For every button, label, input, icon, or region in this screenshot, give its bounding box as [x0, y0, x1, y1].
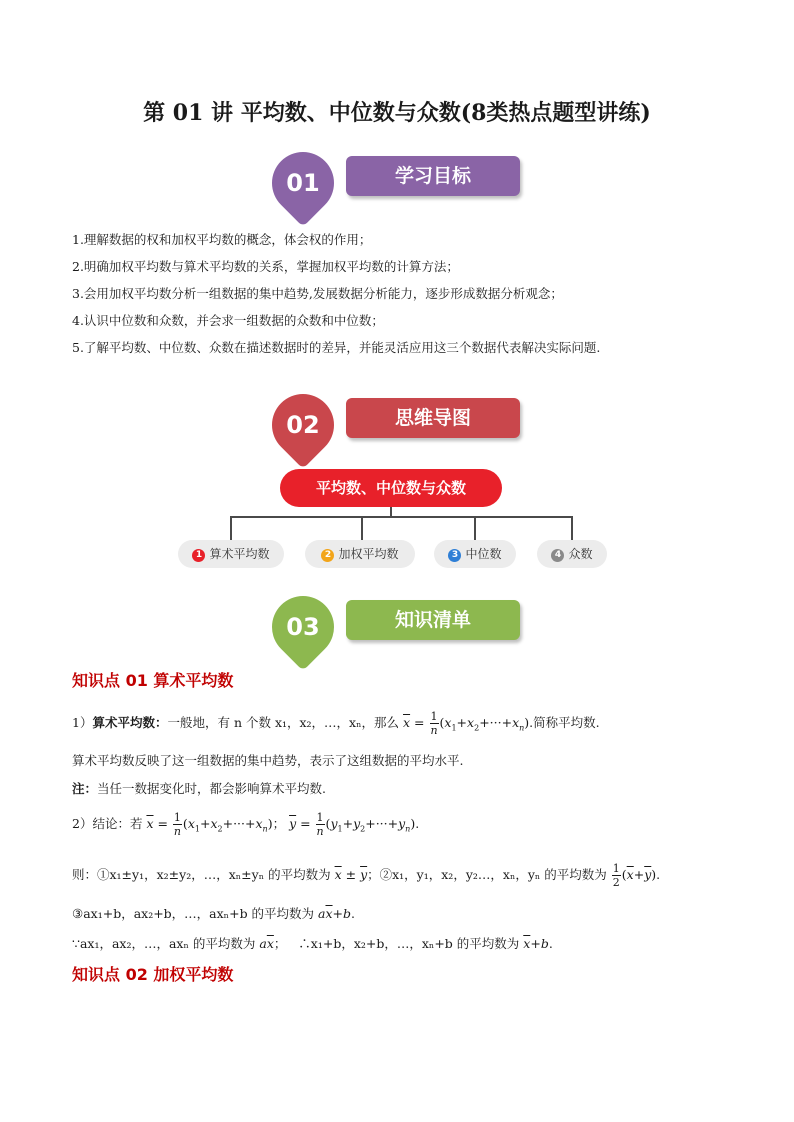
section-number: 03 — [286, 613, 320, 641]
mindmap-node-weighted-mean — [305, 540, 415, 568]
kp1-because: ∵ax₁，ax₂，…，axₙ 的平均数为 $a\overline{x}$； ∴x₁+b，x₂+b，…，xₙ+b 的平均数为 $\overline{x}+b$. — [72, 936, 553, 951]
page-title: 第 01 讲 平均数、中位数与众数(8类热点题型讲练) — [143, 100, 651, 126]
marker-badge: 1 — [192, 549, 205, 562]
objective-item: 2.明确加权平均数与算术平均数的关系，掌握加权平均数的计算方法； — [72, 259, 459, 274]
def-label: 算术平均数： — [92, 715, 168, 730]
conclusion-label: 2）结论：若 — [72, 816, 143, 831]
objective-item: 4.认识中位数和众数，并会求一组数据的众数和中位数； — [72, 313, 384, 328]
kp1-heading: 知识点 01 算术平均数 — [72, 671, 234, 690]
node-label: 加权平均数 — [338, 547, 399, 561]
section-label: 思维导图 — [346, 398, 520, 438]
mindmap-root: 平均数、中位数与众数 — [280, 469, 502, 507]
def-prefix: 1） — [72, 715, 93, 730]
section-number: 01 — [286, 169, 320, 197]
mindmap-connector — [571, 516, 573, 540]
kp1-then: 则：①x₁±y₁，x₂±y₂，…，xₙ±yₙ 的平均数为 $\overline{x} \pm \overline{y}$；②x₁，y₁，x₂，y₂…，xₙ，yₙ 的平均数为 $\frac{1}{2}$ $(\overline{x}+\overline{y})$. — [72, 862, 661, 889]
note-text: 当任一数据变化时，都会影响算术平均数. — [97, 781, 326, 796]
mindmap-connector — [230, 516, 232, 540]
mindmap-connector — [230, 516, 573, 518]
section-label: 学习目标 — [346, 156, 520, 196]
kp1-item3: ③ax₁+b，ax₂+b，…，axₙ+b 的平均数为 $a\overline{x}+b$. — [72, 906, 356, 921]
marker-badge: 4 — [551, 549, 564, 562]
objective-item: 3.会用加权平均数分析一组数据的集中趋势,发展数据分析能力，逐步形成数据分析观念； — [72, 286, 563, 301]
marker-badge: 2 — [321, 549, 334, 562]
def-text: 一般地，有 n 个数 x₁，x₂，…，xₙ，那么 — [167, 715, 400, 730]
objective-item: 1.理解数据的权和加权平均数的概念，体会权的作用； — [72, 232, 372, 247]
kp1-definition: 1）算术平均数：一般地，有 n 个数 x₁，x₂，…，xₙ，那么 $\overline{x}$ = $\frac{1}{n}$ $(x_1+x_2+\cdot\cdot\cdot+x_n)$.简称平均数. — [72, 710, 600, 737]
marker-badge: 3 — [448, 549, 461, 562]
because-text: ∵ax₁，ax₂，…，axₙ 的平均数为 — [72, 936, 256, 951]
kp1-conclusion: 2）结论：若 $\overline{x}$ = $\frac{1}{n}$ $(x_1+x_2+\cdot\cdot\cdot+x_n)$； $\overline{y}$ = $\frac{1}{n}$ $(y_1+y_2+\cdot\cdot\cdot+y_n)$. — [72, 811, 420, 838]
mindmap-node-median — [434, 540, 516, 568]
formula-xbar: $\overline{x}$ — [403, 715, 411, 730]
objectives-list — [72, 226, 752, 361]
def-suffix: .简称平均数. — [529, 715, 600, 730]
objective-item: 5.了解平均数、中位数、众数在描述数据时的差异，并能灵活应用这三个数据代表解决实际问题. — [72, 340, 601, 355]
formula-fraction: $\frac{1}{n}$ — [430, 710, 438, 737]
then-text-2: ；②x₁，y₁，x₂，y₂…，xₙ，yₙ 的平均数为 — [367, 867, 607, 882]
section-number: 02 — [286, 411, 320, 439]
mindmap-node-arithmetic-mean — [178, 540, 284, 568]
mindmap-node-mode — [537, 540, 607, 568]
node-label: 众数 — [568, 547, 593, 561]
kp1-reflect: 算术平均数反映了这一组数据的集中趋势，表示了这组数据的平均水平. — [72, 753, 464, 768]
item3-text: ③ax₁+b，ax₂+b，…，axₙ+b 的平均数为 — [72, 906, 315, 921]
note-label: 注： — [72, 781, 98, 796]
node-label: 算术平均数 — [209, 547, 270, 561]
kp2-heading: 知识点 02 加权平均数 — [72, 965, 234, 984]
mindmap-connector — [474, 516, 476, 540]
therefore-text: ∴x₁+b，x₂+b，…，xₙ+b 的平均数为 — [298, 936, 520, 951]
kp1-note — [72, 779, 326, 797]
section-label: 知识清单 — [346, 600, 520, 640]
mindmap-connector — [361, 516, 363, 540]
node-label: 中位数 — [465, 547, 502, 561]
then-text: 则：①x₁±y₁，x₂±y₂，…，xₙ±yₙ 的平均数为 — [72, 867, 331, 882]
